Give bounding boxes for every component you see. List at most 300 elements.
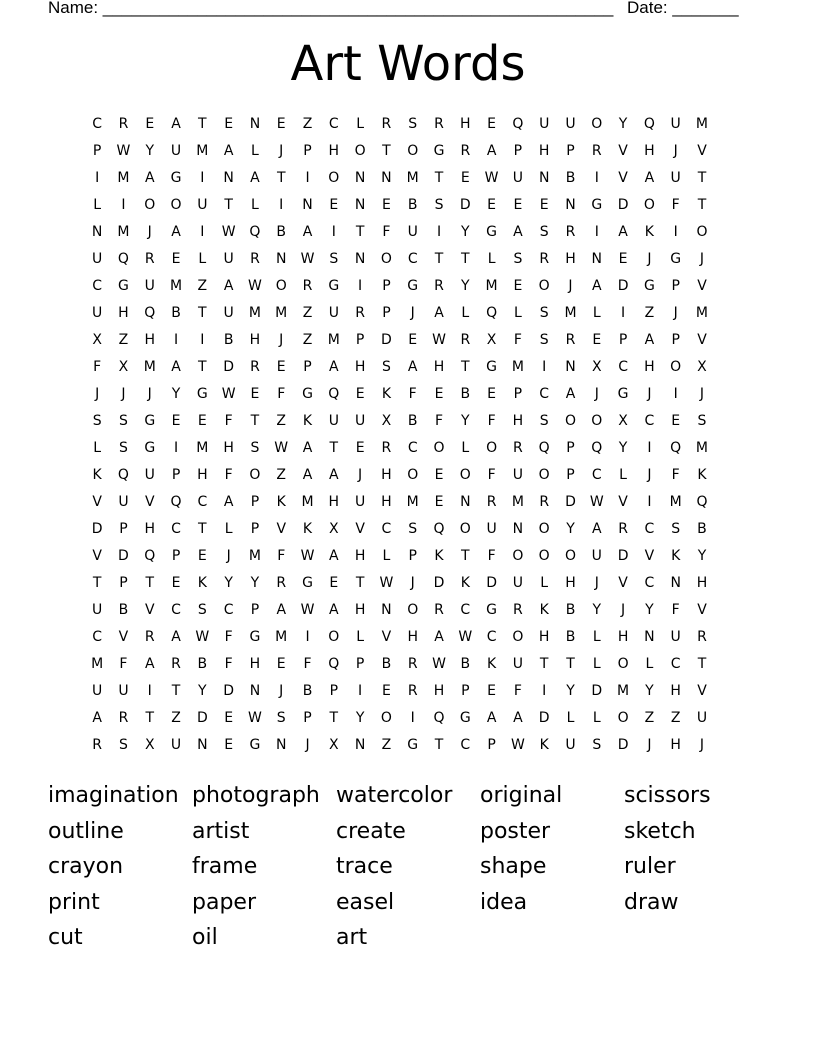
grid-letter: Z bbox=[644, 305, 655, 321]
grid-letter: N bbox=[197, 737, 208, 753]
grid-letter: A bbox=[644, 332, 655, 348]
grid-letter: O bbox=[433, 440, 445, 456]
grid-letter: H bbox=[354, 548, 366, 564]
grid-letter: A bbox=[486, 143, 497, 159]
grid-letter: H bbox=[538, 143, 550, 159]
grid-letter: E bbox=[276, 116, 286, 132]
grid-letter: E bbox=[434, 386, 444, 402]
grid-letter: C bbox=[644, 521, 655, 537]
grid-letter: T bbox=[355, 224, 365, 240]
grid-letter: L bbox=[645, 656, 654, 672]
grid-letter: Y bbox=[592, 602, 602, 618]
grid-letter: J bbox=[673, 305, 678, 321]
grid-letter: L bbox=[356, 116, 365, 132]
grid-letter: X bbox=[618, 413, 628, 429]
grid-letter: Q bbox=[643, 116, 655, 132]
grid-letter: I bbox=[594, 170, 599, 186]
grid-letter: S bbox=[381, 359, 391, 375]
grid-letter: V bbox=[618, 575, 628, 591]
grid-letter: O bbox=[617, 656, 629, 672]
grid-letter: A bbox=[329, 467, 339, 483]
grid-letter: P bbox=[119, 575, 128, 591]
grid-letter: R bbox=[276, 575, 287, 591]
grid-letter: A bbox=[171, 116, 181, 132]
grid-letter: P bbox=[250, 602, 260, 618]
grid-letter: D bbox=[118, 548, 129, 564]
grid-letter: S bbox=[513, 251, 523, 267]
grid-letter: L bbox=[93, 440, 102, 456]
grid-letter: A bbox=[644, 170, 655, 186]
grid-letter: Z bbox=[670, 710, 681, 726]
grid-letter: A bbox=[92, 710, 102, 726]
grid-letter: M bbox=[248, 548, 261, 564]
grid-letter: T bbox=[697, 656, 707, 672]
grid-letter: J bbox=[147, 386, 152, 402]
grid-letter: Z bbox=[381, 737, 392, 753]
grid-letter: Y bbox=[355, 710, 365, 726]
grid-letter: A bbox=[144, 170, 155, 186]
grid-letter: E bbox=[434, 494, 444, 510]
grid-letter: M bbox=[511, 494, 524, 510]
grid-letter: T bbox=[276, 170, 286, 186]
grid-letter: O bbox=[538, 521, 550, 537]
grid-letter: I bbox=[305, 170, 310, 186]
grid-letter: E bbox=[487, 197, 497, 213]
grid-letter: H bbox=[354, 602, 366, 618]
grid-letter: W bbox=[484, 170, 499, 186]
grid-letter: W bbox=[300, 548, 315, 564]
grid-letter: K bbox=[381, 386, 391, 402]
grid-letter: O bbox=[486, 440, 498, 456]
grid-letter: Q bbox=[512, 116, 524, 132]
grid-letter: L bbox=[198, 251, 207, 267]
grid-letter: S bbox=[539, 305, 549, 321]
grid-letter: Z bbox=[302, 305, 313, 321]
grid-letter: E bbox=[381, 683, 391, 699]
grid-letter: W bbox=[458, 629, 473, 645]
grid-letter: E bbox=[145, 116, 155, 132]
grid-letter: E bbox=[171, 575, 181, 591]
grid-letter: P bbox=[513, 143, 523, 159]
grid-letter: C bbox=[644, 413, 655, 429]
word-list-item: art bbox=[336, 925, 368, 950]
grid-letter: U bbox=[512, 467, 524, 483]
grid-letter: U bbox=[407, 224, 418, 240]
grid-letter: A bbox=[329, 548, 339, 564]
grid-letter: A bbox=[592, 278, 602, 294]
grid-letter: A bbox=[171, 359, 181, 375]
grid-letter: W bbox=[274, 440, 289, 456]
grid-letter: E bbox=[592, 332, 602, 348]
grid-letter: O bbox=[538, 278, 550, 294]
grid-letter: I bbox=[121, 197, 126, 213]
grid-letter: Q bbox=[670, 440, 682, 456]
grid-letter: Z bbox=[302, 332, 313, 348]
grid-letter: V bbox=[697, 602, 707, 618]
grid-letter: G bbox=[433, 143, 445, 159]
grid-letter: G bbox=[302, 386, 313, 402]
grid-letter: Q bbox=[170, 494, 182, 510]
grid-letter: R bbox=[302, 278, 313, 294]
grid-letter: R bbox=[381, 440, 392, 456]
grid-letter: Y bbox=[250, 575, 260, 591]
grid-letter: U bbox=[670, 116, 681, 132]
grid-letter: S bbox=[671, 521, 681, 537]
grid-letter: Q bbox=[433, 710, 445, 726]
word-list-item: easel bbox=[336, 889, 395, 915]
grid-letter: H bbox=[328, 143, 340, 159]
grid-letter: P bbox=[382, 278, 391, 294]
grid-letter: E bbox=[197, 413, 207, 429]
grid-letter: O bbox=[144, 197, 156, 213]
grid-letter: E bbox=[224, 710, 234, 726]
grid-letter: A bbox=[565, 386, 576, 402]
grid-letter: H bbox=[118, 305, 129, 321]
grid-letter: C bbox=[171, 521, 181, 537]
word-list-item: draw bbox=[624, 889, 679, 915]
grid-letter: F bbox=[224, 413, 233, 429]
grid-letter: D bbox=[196, 710, 208, 726]
grid-letter: C bbox=[92, 278, 103, 294]
grid-letter: M bbox=[406, 170, 419, 186]
grid-letter: O bbox=[407, 602, 419, 618]
grid-letter: O bbox=[538, 548, 550, 564]
grid-letter: T bbox=[198, 359, 207, 375]
grid-letter: V bbox=[697, 143, 707, 159]
grid-letter: I bbox=[95, 170, 100, 186]
grid-letter: P bbox=[671, 278, 680, 294]
grid-letter: J bbox=[699, 251, 705, 267]
grid-letter: U bbox=[223, 251, 234, 267]
grid-letter: C bbox=[171, 602, 181, 618]
grid-letter: O bbox=[617, 710, 629, 726]
word-list bbox=[48, 781, 768, 959]
grid-letter: S bbox=[697, 413, 707, 429]
grid-letter: V bbox=[618, 170, 628, 186]
grid-letter: Z bbox=[276, 467, 287, 483]
grid-letter: G bbox=[249, 629, 261, 645]
grid-letter: R bbox=[618, 521, 628, 537]
word-list-item: oil bbox=[192, 925, 218, 950]
grid-letter: T bbox=[566, 656, 575, 672]
grid-letter: C bbox=[644, 575, 655, 591]
grid-letter: G bbox=[591, 197, 603, 213]
grid-letter: O bbox=[328, 629, 340, 645]
grid-letter: L bbox=[251, 197, 259, 213]
grid-letter: S bbox=[539, 224, 549, 240]
grid-letter: J bbox=[621, 602, 626, 618]
grid-letter: I bbox=[173, 332, 179, 348]
grid-letter: L bbox=[592, 305, 601, 321]
grid-letter: H bbox=[328, 494, 340, 510]
grid-letter: I bbox=[358, 683, 363, 699]
grid-letter: R bbox=[144, 251, 155, 267]
grid-letter: E bbox=[513, 197, 523, 213]
grid-letter: O bbox=[512, 629, 524, 645]
grid-letter: M bbox=[511, 359, 524, 375]
grid-letter: B bbox=[460, 656, 471, 672]
grid-letter: O bbox=[407, 467, 419, 483]
grid-letter: O bbox=[670, 359, 682, 375]
grid-letter: F bbox=[224, 467, 233, 483]
grid-letter: O bbox=[564, 548, 576, 564]
grid-letter: C bbox=[460, 737, 471, 753]
grid-letter: F bbox=[303, 656, 312, 672]
grid-letter: U bbox=[354, 494, 366, 510]
grid-letter: K bbox=[197, 575, 207, 591]
grid-letter: A bbox=[513, 224, 523, 240]
grid-letter: B bbox=[407, 197, 418, 213]
grid-letter: P bbox=[487, 737, 496, 753]
grid-letter: O bbox=[407, 143, 419, 159]
grid-letter: L bbox=[224, 521, 233, 537]
grid-letter: E bbox=[671, 413, 681, 429]
grid-letter: P bbox=[671, 332, 680, 348]
grid-letter: X bbox=[144, 737, 155, 753]
grid-letter: E bbox=[329, 575, 339, 591]
grid-letter: M bbox=[564, 305, 577, 321]
grid-letter: L bbox=[592, 710, 601, 726]
grid-letter: T bbox=[461, 251, 470, 267]
grid-letter: F bbox=[93, 359, 102, 375]
grid-letter: U bbox=[197, 197, 208, 213]
grid-letter: N bbox=[565, 197, 576, 213]
grid-letter: B bbox=[407, 413, 418, 429]
grid-letter: D bbox=[486, 575, 497, 591]
word-list-item: watercolor bbox=[336, 783, 453, 808]
grid-letter: I bbox=[647, 494, 652, 510]
grid-letter: M bbox=[327, 332, 340, 348]
word-list-item: crayon bbox=[48, 854, 124, 879]
grid-letter: U bbox=[92, 251, 103, 267]
word-list-item: scissors bbox=[624, 783, 711, 808]
grid-letter: U bbox=[486, 521, 497, 537]
grid-letter: J bbox=[647, 386, 652, 402]
grid-letter: E bbox=[460, 170, 470, 186]
grid-letter: H bbox=[354, 359, 366, 375]
grid-letter: K bbox=[434, 548, 444, 564]
grid-letter: K bbox=[644, 224, 654, 240]
grid-letter: N bbox=[538, 170, 550, 186]
grid-letter: F bbox=[513, 332, 522, 348]
grid-letter: B bbox=[171, 305, 181, 321]
grid-letter: S bbox=[408, 521, 418, 537]
grid-letter: T bbox=[434, 251, 444, 267]
grid-letter: K bbox=[460, 575, 470, 591]
grid-letter: H bbox=[381, 467, 392, 483]
grid-letter: N bbox=[460, 494, 471, 510]
grid-letter: I bbox=[331, 224, 336, 240]
grid-letter: P bbox=[92, 143, 102, 159]
grid-letter: F bbox=[119, 656, 128, 672]
grid-letter: Y bbox=[224, 575, 233, 591]
grid-letter: P bbox=[408, 548, 417, 564]
grid-letter: M bbox=[669, 494, 682, 510]
grid-letter: R bbox=[513, 440, 523, 456]
grid-letter: L bbox=[540, 575, 549, 591]
grid-letter: L bbox=[513, 305, 522, 321]
date-field-label: Date: _______ bbox=[627, 0, 739, 17]
grid-letter: G bbox=[302, 575, 313, 591]
grid-letter: J bbox=[147, 224, 152, 240]
grid-letter: J bbox=[279, 332, 284, 348]
grid-letter: F bbox=[487, 548, 496, 564]
grid-letter: H bbox=[644, 143, 655, 159]
grid-letter: I bbox=[436, 224, 442, 240]
grid-letter: F bbox=[224, 629, 233, 645]
grid-letter: Z bbox=[197, 278, 208, 294]
grid-letter: T bbox=[145, 575, 155, 591]
grid-letter: V bbox=[644, 548, 655, 564]
grid-letter: C bbox=[460, 602, 471, 618]
grid-letter: C bbox=[407, 251, 418, 267]
grid-letter: J bbox=[279, 143, 284, 159]
grid-letter: U bbox=[512, 656, 524, 672]
grid-letter: C bbox=[223, 602, 234, 618]
grid-letter: E bbox=[513, 278, 523, 294]
grid-letter: I bbox=[200, 170, 205, 186]
grid-letter: W bbox=[589, 494, 604, 510]
grid-letter: G bbox=[407, 737, 419, 753]
grid-letter: H bbox=[565, 575, 576, 591]
grid-letter: Y bbox=[566, 683, 575, 699]
grid-letter: R bbox=[407, 683, 418, 699]
grid-letter: U bbox=[670, 629, 681, 645]
grid-letter: I bbox=[594, 224, 599, 240]
grid-letter: X bbox=[381, 413, 392, 429]
grid-letter: D bbox=[223, 359, 235, 375]
grid-letter: A bbox=[171, 224, 181, 240]
grid-letter: X bbox=[591, 359, 602, 375]
grid-letter: X bbox=[118, 359, 129, 375]
grid-letter: J bbox=[647, 737, 652, 753]
grid-letter: L bbox=[487, 251, 496, 267]
grid-letter: S bbox=[434, 197, 444, 213]
grid-letter: T bbox=[329, 440, 339, 456]
grid-letter: D bbox=[538, 710, 550, 726]
grid-letter: D bbox=[381, 332, 392, 348]
grid-letter: Q bbox=[696, 494, 708, 510]
grid-letter: U bbox=[118, 683, 129, 699]
grid-letter: B bbox=[197, 656, 208, 672]
grid-letter: O bbox=[564, 413, 576, 429]
grid-letter: M bbox=[695, 116, 709, 132]
letter-grid bbox=[84, 114, 715, 762]
grid-letter: V bbox=[618, 494, 628, 510]
word-list-item: ruler bbox=[624, 854, 676, 879]
grid-letter: R bbox=[486, 494, 497, 510]
grid-letter: H bbox=[223, 440, 234, 456]
grid-letter: G bbox=[643, 278, 655, 294]
grid-letter: H bbox=[460, 116, 471, 132]
grid-letter: D bbox=[617, 548, 629, 564]
grid-letter: J bbox=[358, 467, 363, 483]
grid-letter: M bbox=[695, 305, 709, 321]
grid-letter: Q bbox=[591, 440, 603, 456]
grid-letter: C bbox=[486, 629, 497, 645]
grid-letter: U bbox=[512, 575, 524, 591]
grid-letter: H bbox=[617, 629, 629, 645]
grid-letter: H bbox=[696, 575, 708, 591]
grid-letter: Y bbox=[171, 386, 181, 402]
grid-letter: M bbox=[617, 683, 630, 699]
grid-letter: Y bbox=[618, 116, 628, 132]
grid-letter: G bbox=[249, 737, 261, 753]
grid-letter: T bbox=[198, 116, 207, 132]
grid-letter: D bbox=[591, 683, 603, 699]
grid-letter: F bbox=[382, 224, 391, 240]
grid-letter: A bbox=[592, 521, 602, 537]
grid-letter: R bbox=[565, 224, 576, 240]
grid-letter: K bbox=[487, 656, 497, 672]
grid-letter: H bbox=[433, 359, 445, 375]
grid-letter: E bbox=[171, 413, 181, 429]
grid-letter: X bbox=[329, 521, 339, 537]
grid-letter: C bbox=[407, 440, 418, 456]
grid-letter: X bbox=[329, 737, 339, 753]
grid-letter: A bbox=[513, 710, 523, 726]
grid-letter: M bbox=[301, 494, 314, 510]
grid-letter: B bbox=[565, 602, 576, 618]
grid-letter: P bbox=[171, 548, 181, 564]
grid-letter: A bbox=[223, 494, 234, 510]
grid-letter: Y bbox=[566, 521, 575, 537]
grid-letter: W bbox=[510, 737, 525, 753]
grid-letter: P bbox=[566, 440, 575, 456]
grid-letter: J bbox=[647, 251, 652, 267]
grid-letter: R bbox=[118, 116, 129, 132]
grid-letter: B bbox=[697, 521, 707, 537]
grid-letter: E bbox=[276, 656, 286, 672]
grid-letter: P bbox=[303, 710, 312, 726]
grid-letter: C bbox=[92, 116, 103, 132]
word-list-item: create bbox=[336, 818, 406, 844]
grid-letter: U bbox=[223, 305, 234, 321]
grid-letter: N bbox=[644, 629, 655, 645]
grid-letter: U bbox=[565, 737, 576, 753]
grid-letter: Y bbox=[645, 683, 654, 699]
grid-letter: P bbox=[618, 332, 628, 348]
grid-letter: L bbox=[566, 710, 575, 726]
grid-letter: E bbox=[224, 116, 234, 132]
grid-letter: V bbox=[144, 494, 155, 510]
grid-letter: J bbox=[568, 278, 573, 294]
grid-letter: L bbox=[592, 656, 601, 672]
grid-letter: A bbox=[486, 710, 497, 726]
grid-letter: U bbox=[92, 305, 103, 321]
grid-letter: M bbox=[169, 278, 183, 294]
grid-letter: W bbox=[116, 143, 131, 159]
grid-letter: I bbox=[358, 278, 363, 294]
grid-letter: H bbox=[144, 332, 155, 348]
grid-letter: T bbox=[697, 170, 707, 186]
grid-letter: S bbox=[539, 413, 549, 429]
grid-letter: U bbox=[144, 278, 155, 294]
grid-letter: E bbox=[197, 548, 207, 564]
grid-letter: R bbox=[407, 656, 418, 672]
grid-letter: L bbox=[251, 143, 259, 159]
grid-letter: R bbox=[460, 332, 471, 348]
grid-letter: I bbox=[147, 683, 152, 699]
grid-letter: P bbox=[250, 494, 260, 510]
word-list-item: artist bbox=[192, 818, 250, 844]
grid-letter: A bbox=[302, 440, 313, 456]
grid-letter: U bbox=[170, 143, 182, 159]
grid-letter: R bbox=[697, 629, 707, 645]
grid-letter: V bbox=[697, 683, 707, 699]
grid-letter: Z bbox=[302, 116, 313, 132]
grid-letter: H bbox=[407, 629, 418, 645]
